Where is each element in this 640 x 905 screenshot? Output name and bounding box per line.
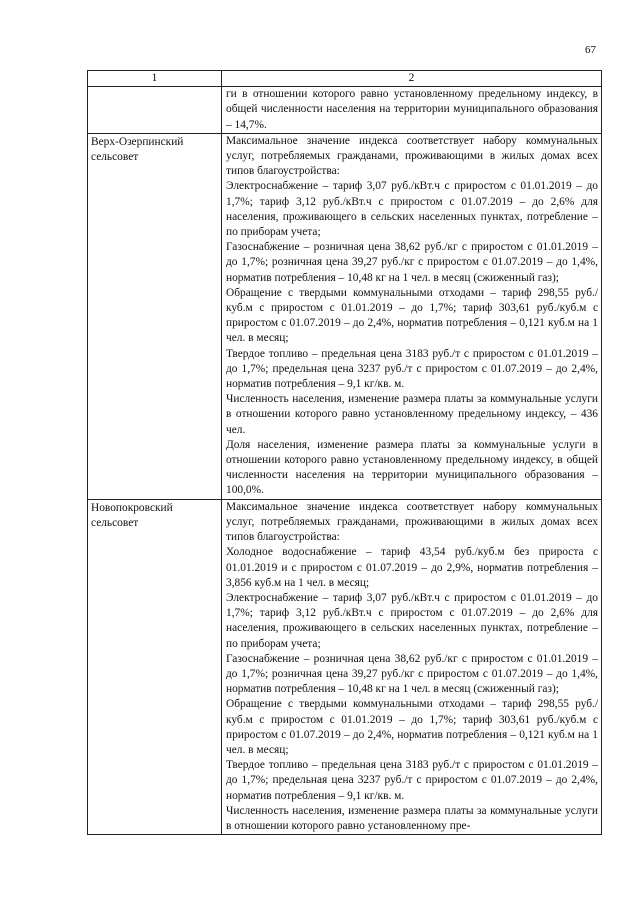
row-description bbox=[222, 87, 602, 134]
municipality-name: Верх-Озерпинский сельсовет bbox=[88, 133, 222, 499]
row-description bbox=[222, 133, 602, 499]
row-description bbox=[222, 499, 602, 834]
paragraph: Твердое топливо – предельная цена 3183 руб./т с приростом с 01.01.2019 – до 1,7%; предельная цена 3237 руб./т с приростом с 01.07.2019 – до 2,4%, норматив потребления – 9,1 кг/кв. м. bbox=[226, 347, 598, 391]
column-header-1: 1 bbox=[88, 71, 222, 87]
table-row bbox=[88, 87, 602, 134]
paragraph: Численность населения, изменение размера платы за коммунальные услуги в отношении которого равно установленному пре- bbox=[226, 804, 598, 832]
paragraph: Холодное водоснабжение – тариф 43,54 руб./куб.м без прироста с 01.01.2019 и с приростом с 01.07.2019 – до 2,9%, норматив потребления – 3,856 куб.м на 1 чел. в месяц; bbox=[226, 546, 598, 589]
paragraph: Газоснабжение – розничная цена 38,62 руб./кг с приростом с 01.01.2019 – до 1,7%; розничная цена 39,27 руб./кг с приростом с 01.07.2019 – до 1,4%, норматив потребления – 10,48 кг на 1 чел. в месяц (сжиженный газ); bbox=[226, 241, 598, 284]
column-header-2: 2 bbox=[222, 71, 602, 87]
paragraph: Доля населения, изменение размера платы за коммунальные услуги в отношении которого равно установленному предельному индексу, в общей численности населения на территории муниципального образования – 100,0%. bbox=[226, 438, 598, 497]
paragraph: Максимальное значение индекса соответствует набору коммунальных услуг, потребляемых гражданами, проживающими в жилых домах всех типов благоустройства: bbox=[226, 134, 598, 178]
paragraph: Электроснабжение – тариф 3,07 руб./кВт.ч с приростом с 01.01.2019 – до 1,7%; тариф 3,12 руб./кВт.ч с приростом с 01.07.2019 – до 2,6% для населения, проживающего в сельских населенных пунктах, потребление – по приборам учета; bbox=[226, 591, 598, 650]
table-row bbox=[88, 133, 602, 499]
paragraph: Обращение с твердыми коммунальными отходами – тариф 298,55 руб./куб.м с приростом с 01.01.2019 – до 1,7%; тариф 303,61 руб./куб.м с приростом с 01.07.2019 – до 2,4%, норматив потребления – 0,121 куб.м на 1 чел. в месяц; bbox=[226, 698, 598, 756]
document-table bbox=[87, 70, 602, 835]
paragraph: Численность населения, изменение размера платы за коммунальные услуги в отношении которого равно установленному предельному индексу, – 436 чел. bbox=[226, 393, 598, 436]
paragraph: Электроснабжение – тариф 3,07 руб./кВт.ч с приростом с 01.01.2019 – до 1,7%; тариф 3,12 руб./кВт.ч с приростом с 01.07.2019 – до 2,6% для населения, проживающего в сельских населенных пунктах, потребление – по приборам учета; bbox=[226, 180, 598, 239]
municipality-name bbox=[88, 87, 222, 134]
table-header-row bbox=[88, 71, 602, 87]
paragraph: ги в отношении которого равно установленному предельному индексу, в общей численности населения на территории муниципального образования – 14,7%. bbox=[226, 88, 598, 131]
table-row bbox=[88, 499, 602, 834]
paragraph: Обращение с твердыми коммунальными отходами – тариф 298,55 руб./куб.м с приростом с 01.01.2019 – до 1,7%; тариф 303,61 руб./куб.м с приростом с 01.07.2019 – до 2,4%, норматив потребления – 0,121 куб.м на 1 чел. в месяц; bbox=[226, 286, 598, 345]
municipality-name: Новопокровский сельсовет bbox=[88, 499, 222, 834]
paragraph: Максимальное значение индекса соответствует набору коммунальных услуг, потребляемых гражданами, проживающими в жилых домах всех типов благоустройства: bbox=[226, 500, 598, 544]
paragraph: Твердое топливо – предельная цена 3183 руб./т с приростом с 01.01.2019 – до 1,7%; предельная цена 3237 руб./т с приростом с 01.07.2019 – до 2,4%, норматив потребления – 9,1 кг/кв. м. bbox=[226, 759, 598, 802]
paragraph: Газоснабжение – розничная цена 38,62 руб./кг с приростом с 01.01.2019 – до 1,7%; розничная цена 39,27 руб./кг с приростом с 01.07.2019 – до 1,4%, норматив потребления – 10,48 кг на 1 чел. в месяц (сжиженный газ); bbox=[226, 652, 598, 696]
page-number: 67 bbox=[585, 44, 596, 56]
